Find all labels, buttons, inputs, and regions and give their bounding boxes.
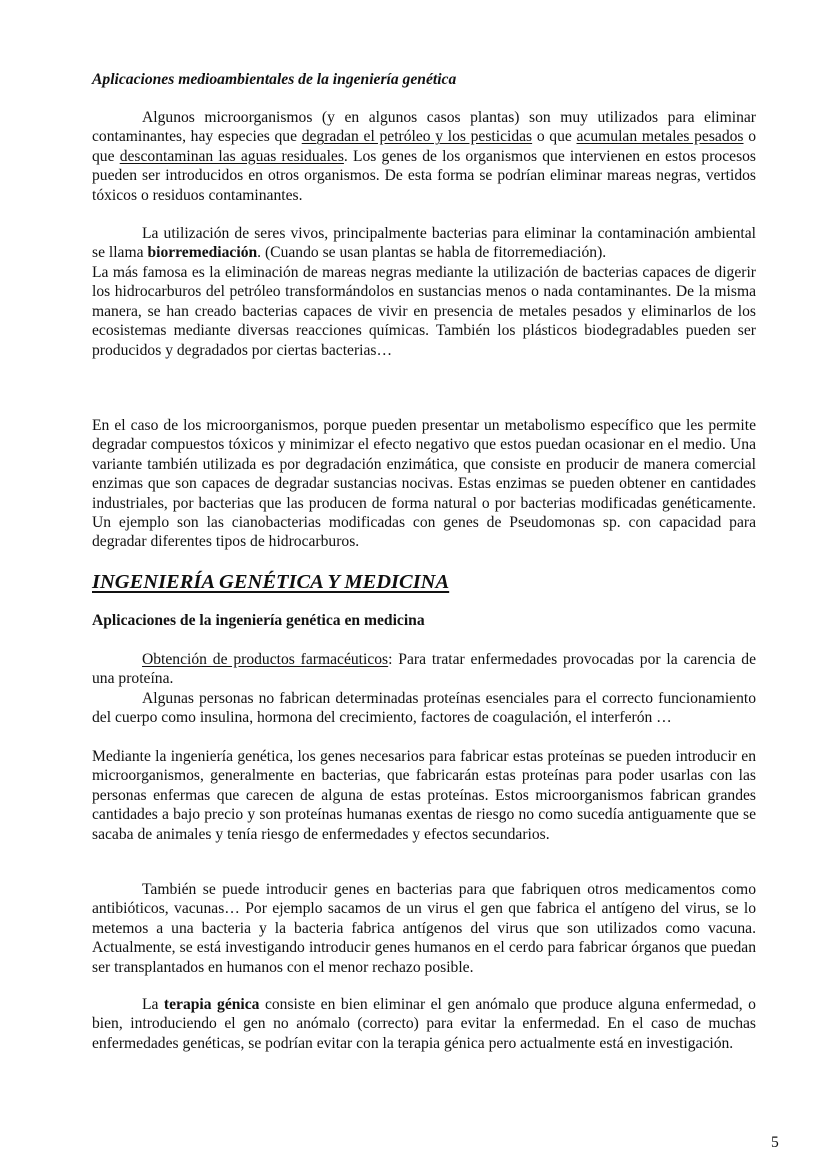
- bold-term: biorremediación: [147, 244, 258, 262]
- paragraph-bioremediation: La utilización de seres vivos, principalmente bacterias para eliminar la contaminación ambiental se llama biorremediación. (Cuando se usan plantas se habla de fitorremediación).: [92, 225, 756, 262]
- paragraph-black-tides: La más famosa es la eliminación de mareas negras mediante la utilización de bacterias capaces de digerir los hidrocarburos del petróleo transformándolos en sustancias menos o nada contaminantes. De la misma manera, se han creado bacterias capaces de vivir en presencia de metales pesados y eliminarlos de los ecosistemas mediante diversas reacciones químicas. También los plásticos biodegradables pueden ser producidos y degradados por ciertas bacterias…: [92, 264, 756, 359]
- paragraph-pharmaceutical: Obtención de productos farmacéuticos: Para tratar enfermedades provocadas por la carencia de una proteína.: [92, 651, 756, 688]
- underlined-phrase: acumulan metales pesados: [576, 128, 744, 146]
- paragraph-proteins: Algunas personas no fabrican determinadas proteínas esenciales para el correcto funcionamiento del cuerpo como insulina, hormona del crecimiento, factores de coagulación, el interferón …: [92, 690, 756, 727]
- paragraph-genetic-engineering: Mediante la ingeniería genética, los genes necesarios para fabricar estas proteínas se pueden introducir en microorganismos, generalmente en bacterias, que fabricarán estas proteínas para poder usarlas con las personas enfermas que carecen de alguna de estas proteínas. Estos microorganismos fabrican grandes cantidades a bajo precio y son proteínas humanas exentas de riesgo no como sucedía antiguamente que se sacaba de animales y tenía riesgo de enfermedades y efectos secundarios.: [92, 748, 756, 843]
- subheading-medicine-applications: Aplicaciones de la ingeniería genética en medicina: [92, 612, 425, 629]
- paragraph-gene-therapy: La terapia génica consiste en bien eliminar el gen anómalo que produce alguna enfermedad, o bien, introduciendo el gen no anómalo (correcto) para evitar la enfermedad. En el caso de muchas enfermedades genéticas, se podrían evitar con la terapia génica pero actualmente está en investigación.: [92, 996, 756, 1052]
- paragraph-metabolism: En el caso de los microorganismos, porque pueden presentar un metabolismo específico que les permite degradar compuestos tóxicos y minimizar el efecto negativo que estos puedan ocasionar en el medio. Una variante también utilizada es por degradación enzimática, que consiste en producir de manera comercial enzimas que son capaces de degradar sustancias nocivas. Estas enzimas se pueden obtener en cantidades industriales, por bacterias que las producen de forma natural o por bacterias modificadas genéticamente. Un ejemplo son las cianobacterias modificadas con genes de Pseudomonas sp. con capacidad para degradar diferentes tipos de hidrocarburos.: [92, 417, 756, 551]
- paragraph-medicines: También se puede introducir genes en bacterias para que fabriquen otros medicamentos como antibióticos, vacunas… Por ejemplo sacamos de un virus el gen que fabrica el antígeno del virus, se lo metemos a una bacteria y la bacteria fabrica antígenos del virus que son utilizados como vacuna. Actualmente, se está investigando introducir genes humanos en el cerdo para fabricar órganos que puedan ser transplantados en humanos con el menor rechazo posible.: [92, 881, 756, 976]
- underlined-phrase: descontaminan las aguas residuales: [119, 147, 344, 165]
- page-number: 5: [771, 1134, 779, 1151]
- section-title-environmental: Aplicaciones medioambientales de la ingeniería genética: [92, 71, 457, 88]
- underlined-phrase: degradan el petróleo y los pesticidas: [301, 128, 533, 146]
- paragraph-microorganisms: Algunos microorganismos (y en algunos casos plantas) son muy utilizados para eliminar contaminantes, hay especies que degradan el petróleo y los pesticidas o que acumulan metales pesados o que descontaminan las aguas residuales. Los genes de los organismos que intervienen en estos procesos pueden ser introducidos en otros organismos. De esta forma se podrían eliminar mareas negras, vertidos tóxicos o residuos contaminantes.: [92, 109, 757, 204]
- section-heading-medicine: INGENIERÍA GENÉTICA Y MEDICINA: [92, 571, 450, 593]
- underlined-phrase: Obtención de productos farmacéuticos: [142, 651, 389, 668]
- bold-term: terapia génica: [163, 996, 260, 1013]
